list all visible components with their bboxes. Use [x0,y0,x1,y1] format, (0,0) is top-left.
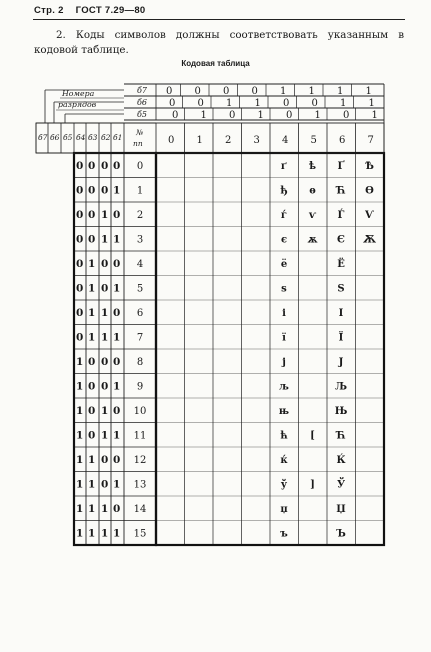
row-bit-value: 0 [113,160,121,172]
row-bit-value: 1 [101,307,109,319]
code-char-col-4: ѓ [280,210,288,221]
code-char-col-5: ] [310,479,315,491]
row-bit-value: 1 [88,331,96,344]
code-char-col-4: ђ [280,185,288,197]
top-bit-value: 0 [197,98,204,109]
row-bit-value: 1 [113,380,121,393]
top-bit-value: 1 [314,110,321,121]
row-number: 4 [136,259,144,270]
row-bit-value: 1 [113,233,121,246]
row-bit-value: 0 [76,160,84,172]
bit-col-header: б3 [88,133,98,142]
code-char-col-5: ѫ [307,234,318,246]
code-char-col-6: Ў [336,479,346,491]
page-number: Стр. 2 [34,5,64,16]
row-bit-value: 1 [76,527,84,540]
top-bit-value: 0 [283,98,290,109]
code-char-col-4: џ [280,504,288,515]
code-char-col-4: љ [279,381,289,393]
row-bit-value: 0 [113,307,121,319]
code-char-col-6: Ё [337,259,345,270]
top-bit-value: 1 [371,110,378,121]
code-char-col-4: є [280,234,288,246]
top-bit-value: 1 [337,86,344,97]
label-numbers: Номера [62,89,95,98]
row-number: 8 [136,357,144,368]
row-bit-value: 1 [101,209,109,221]
row-bit-value: 0 [113,356,121,368]
row-bit-value: 1 [101,405,109,417]
body-paragraph: 2. Коды символов должны соответствовать указанным в кодовой таблице. [34,29,404,56]
column-number: 5 [310,135,317,146]
row-number: 1 [136,185,144,197]
row-bit-value: 1 [101,233,109,246]
row-bit-value: 0 [76,209,84,221]
code-char-col-4: ѕ [281,283,287,295]
row-bit-value: 1 [113,282,121,295]
top-bit-label-b5: б5 [137,110,147,119]
row-bit-value: 1 [113,478,121,491]
row-number: 10 [133,406,147,417]
top-bit-value: 1 [200,110,207,121]
code-char-col-5: [ [310,430,315,442]
row-bit-value: 0 [76,282,84,295]
row-bit-value: 1 [88,503,96,515]
row-bit-value: 1 [76,405,84,417]
code-char-col-6: Ґ [337,161,345,172]
row-bit-value: 1 [76,356,84,368]
label-bits: разрядов [58,100,97,109]
code-char-col-4: ј [282,357,286,368]
row-bit-value: 0 [101,380,109,393]
row-number: 12 [133,455,147,466]
code-char-col-6: Њ [334,406,348,417]
row-number: 7 [136,332,144,344]
row-bit-value: 0 [88,209,96,221]
row-bit-value: 0 [76,184,84,197]
code-char-col-4: ї [282,332,286,344]
code-char-col-6: Ѓ [337,210,345,221]
bit-col-header: б4 [76,133,86,142]
row-bit-value: 1 [88,258,96,270]
row-bit-value: 0 [113,454,121,466]
row-bit-value: 0 [88,233,96,246]
code-char-col-4: ћ [280,430,288,442]
row-bit-value: 0 [101,478,109,491]
code-char-col-6: Ї [338,332,344,344]
top-bit-value: 0 [286,110,293,121]
top-bit-value: 1 [257,110,264,121]
row-bit-value: 0 [101,184,109,197]
row-bit-value: 0 [88,184,96,197]
code-char-col-7: Ѣ [365,161,374,172]
row-bit-value: 0 [101,160,109,172]
row-bit-value: 0 [113,503,121,515]
row-bit-value: 1 [88,527,96,540]
row-bit-value: 0 [76,233,84,246]
code-char-col-5: ѵ [308,210,317,221]
top-bit-value: 1 [368,98,375,109]
row-number-header-2: пп [133,139,143,148]
column-number: 6 [339,135,346,146]
bit-col-header: б2 [101,133,111,142]
top-bit-value: 1 [254,98,261,109]
table-caption: Кодовая таблица [181,59,250,68]
top-bit-label-b6: б6 [137,98,147,107]
code-char-col-6: Ћ [336,430,346,442]
code-char-col-6: Ћ [336,185,346,197]
row-bit-value: 1 [113,331,121,344]
code-char-col-7: Ѫ [362,234,377,246]
code-char-col-4: ґ [280,161,288,172]
row-bit-value: 1 [76,380,84,393]
row-number: 14 [133,504,147,515]
code-char-col-7: Ѳ [365,185,374,197]
row-bit-value: 0 [88,356,96,368]
code-char-col-6: І [338,308,344,319]
top-bit-label-b7: б7 [137,86,147,95]
top-bit-value: 0 [311,98,318,109]
column-number: 7 [367,135,374,146]
code-char-col-6: Ѕ [337,283,345,295]
row-bit-value: 0 [101,356,109,368]
code-char-col-6: Ќ [336,455,346,466]
code-char-col-5: ѳ [309,185,316,197]
bit-col-header: б5 [63,133,73,142]
column-number: 1 [196,135,203,146]
top-bit-value: 1 [280,86,287,97]
row-number: 6 [136,308,144,319]
standard-code: ГОСТ 7.29—80 [75,5,146,16]
row-bit-value: 1 [101,503,109,515]
code-char-col-6: Ъ [336,528,346,540]
column-number: 2 [225,135,232,146]
row-bit-value: 1 [113,429,121,442]
code-char-col-4: ъ [280,528,288,540]
code-char-col-4: ё [280,259,288,270]
column-number: 0 [168,135,175,146]
code-char-col-4: ќ [280,455,288,466]
row-bit-value: 1 [101,331,109,344]
row-bit-value: 1 [76,454,84,466]
code-char-col-4: і [282,308,286,319]
top-bit-value: 0 [251,86,258,97]
code-char-col-4: ў [280,479,288,491]
row-bit-value: 1 [76,478,84,491]
row-bit-value: 0 [76,258,84,270]
row-number: 9 [136,381,144,393]
row-bit-value: 0 [101,282,109,295]
top-bit-value: 0 [169,98,176,109]
row-number: 5 [136,283,144,295]
top-bit-value: 0 [223,86,230,97]
row-bit-value: 1 [76,429,84,442]
row-bit-value: 0 [101,454,109,466]
top-bit-value: 0 [172,110,179,121]
row-number: 3 [136,234,144,246]
row-number: 0 [136,161,144,172]
row-bit-value: 1 [88,478,96,491]
code-char-col-6: Љ [334,381,348,393]
row-bit-value: 1 [88,307,96,319]
bit-col-header: б1 [113,133,123,142]
bit-col-header: б7 [38,133,48,142]
top-bit-value: 1 [340,98,347,109]
row-bit-value: 1 [88,282,96,295]
row-bit-value: 1 [88,454,96,466]
code-char-col-6: Є [337,234,345,246]
code-char-col-4: њ [278,406,290,417]
row-bit-value: 0 [101,258,109,270]
row-bit-value: 0 [88,429,96,442]
code-char-col-6: Џ [336,504,346,515]
row-bit-value: 0 [88,405,96,417]
code-char-col-5: ѣ [308,161,317,172]
bit-col-header: б6 [50,133,60,142]
column-number: 4 [282,135,289,146]
top-bit-value: 1 [308,86,315,97]
row-bit-value: 1 [113,184,121,197]
row-bit-value: 1 [101,429,109,442]
code-char-col-6: Ј [338,357,344,368]
top-bit-value: 0 [343,110,350,121]
top-bit-value: 1 [226,98,233,109]
top-bit-value: 0 [229,110,236,121]
column-number: 3 [253,135,260,146]
row-bit-value: 0 [88,160,96,172]
row-bit-value: 1 [101,527,109,540]
row-number: 2 [136,210,144,221]
row-bit-value: 0 [76,307,84,319]
row-number-header: № [136,128,144,137]
row-number: 15 [133,528,147,540]
row-bit-value: 1 [76,503,84,515]
row-number: 13 [133,479,147,491]
row-bit-value: 0 [88,380,96,393]
row-bit-value: 0 [113,405,121,417]
row-bit-value: 1 [113,527,121,540]
top-bit-value: 0 [166,86,173,97]
row-number: 11 [133,430,147,442]
code-char-col-7: Ѵ [364,210,375,221]
row-bit-value: 0 [76,331,84,344]
top-bit-value: 1 [365,86,372,97]
row-bit-value: 0 [113,209,121,221]
row-bit-value: 0 [113,258,121,270]
top-bit-value: 0 [194,86,201,97]
